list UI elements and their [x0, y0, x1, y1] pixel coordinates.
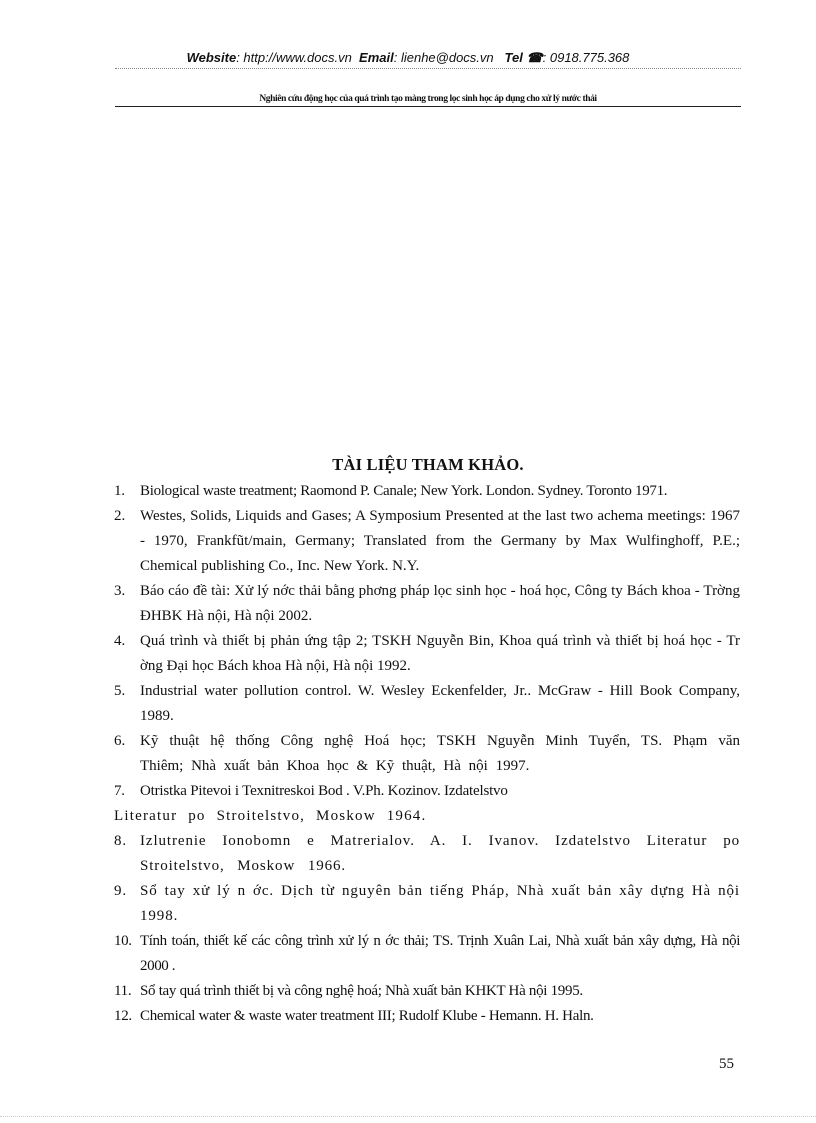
site-header — [0, 50, 816, 66]
reference-number: 9. — [114, 883, 128, 899]
reference-text: Tính toán, thiết kế các công trình xử lý n ớc thải; TS. Trịnh Xuân Lai, Nhà xuất bản xây dựng, Hà nội 2000 . — [140, 933, 740, 974]
reference-item — [114, 829, 740, 879]
reference-item — [114, 929, 740, 979]
reference-item — [114, 729, 740, 779]
reference-item — [114, 979, 740, 1004]
reference-item — [114, 679, 740, 729]
reference-item — [114, 579, 740, 629]
running-title: Nghiên cứu động học của quá trình tạo màng trong lọc sinh học áp dụng cho xử lý nước thải — [259, 94, 597, 104]
reference-text: Izlutrenie Ionobomn e Matrerialov. A. I. Ivanov. Izdatelstvo Literatur po Stroitelstvo, Moskow 1966. — [140, 833, 740, 874]
reference-text: Báo cáo đề tài: Xử lý nớc thải bằng phơng pháp lọc sinh học - hoá học, Công ty Bách khoa - Trờng ĐHBK Hà nội, Hà nội 2002. — [140, 583, 740, 624]
reference-list — [114, 479, 740, 1029]
reference-item — [114, 779, 740, 829]
reference-number: 4. — [114, 633, 126, 649]
reference-number: 7. — [114, 783, 125, 799]
reference-text: Biological waste treatment; Raomond P. Canale; New York. London. Sydney. Toronto 1971. — [140, 483, 668, 499]
reference-item — [114, 629, 740, 679]
tel-label: Tel — [504, 50, 523, 65]
email-label: Email — [359, 50, 394, 65]
reference-number: 5. — [114, 683, 126, 699]
website-label: Website — [186, 50, 237, 65]
reference-text: Otristka Pitevoi i Texnitreskoi Bod . V.Ph. Kozinov. Izdatelstvo — [140, 783, 508, 799]
header-divider — [115, 68, 741, 69]
reference-number: 11. — [114, 983, 132, 999]
reference-number: 12. — [114, 1008, 132, 1024]
page-bottom-divider — [0, 1116, 816, 1117]
reference-text: Chemical water & waste water treatment III; Rudolf Klube - Hemann. H. Haln. — [140, 1008, 594, 1024]
page-number: 55 — [719, 1056, 734, 1072]
reference-item — [114, 1004, 740, 1029]
running-title-rule — [115, 106, 741, 107]
reference-number: 6. — [114, 733, 126, 749]
reference-text: Quá trình và thiết bị phản ứng tập 2; TSKH Nguyễn Bin, Khoa quá trình và thiết bị hoá học - Tr ờng Đại học Bách khoa Hà nội, Hà nội 1992. — [140, 633, 740, 674]
reference-number: 2. — [114, 508, 126, 524]
reference-item — [114, 479, 740, 504]
reference-text: Sổ tay xử lý n ớc. Dịch từ nguyên bản tiếng Pháp, Nhà xuất bản xây dựng Hà nội 1998. — [140, 883, 740, 924]
reference-text: Industrial water pollution control. W. Wesley Eckenfelder, Jr.. McGraw - Hill Book Company, 1989. — [140, 683, 740, 724]
references-heading: TÀI LIỆU THAM KHẢO. — [332, 455, 524, 474]
reference-text: Kỹ thuật hệ thống Công nghệ Hoá học; TSKH Nguyễn Minh Tuyển, TS. Phạm văn Thiêm; Nhà xuất bản Khoa học & Kỹ thuật, Hà nội 1997. — [140, 733, 740, 774]
tel-value: : 0918.775.368 — [542, 50, 630, 65]
reference-item — [114, 879, 740, 929]
phone-icon: ☎ — [526, 50, 543, 65]
reference-number: 1. — [114, 483, 125, 499]
reference-text: Westes, Solids, Liquids and Gases; A Symposium Presented at the last two achema meetings: 1967 - 1970, Frankfũt/main, Germany; Translated from the Germany by Max Wulfinghoff, P.E.; Chemical publishing Co., Inc. New York. N.Y. — [140, 508, 740, 574]
email-value[interactable]: : lienhe@docs.vn — [393, 50, 494, 65]
reference-item — [114, 504, 740, 579]
reference-text-continuation: Literatur po Stroitelstvo, Moskow 1964. — [114, 808, 427, 824]
reference-number: 10. — [114, 933, 132, 949]
reference-number: 3. — [114, 583, 126, 599]
reference-number: 8. — [114, 833, 128, 849]
website-url[interactable]: : http://www.docs.vn — [236, 50, 352, 65]
reference-text: Sổ tay quá trình thiết bị và công nghệ hoá; Nhà xuất bản KHKT Hà nội 1995. — [140, 983, 583, 999]
